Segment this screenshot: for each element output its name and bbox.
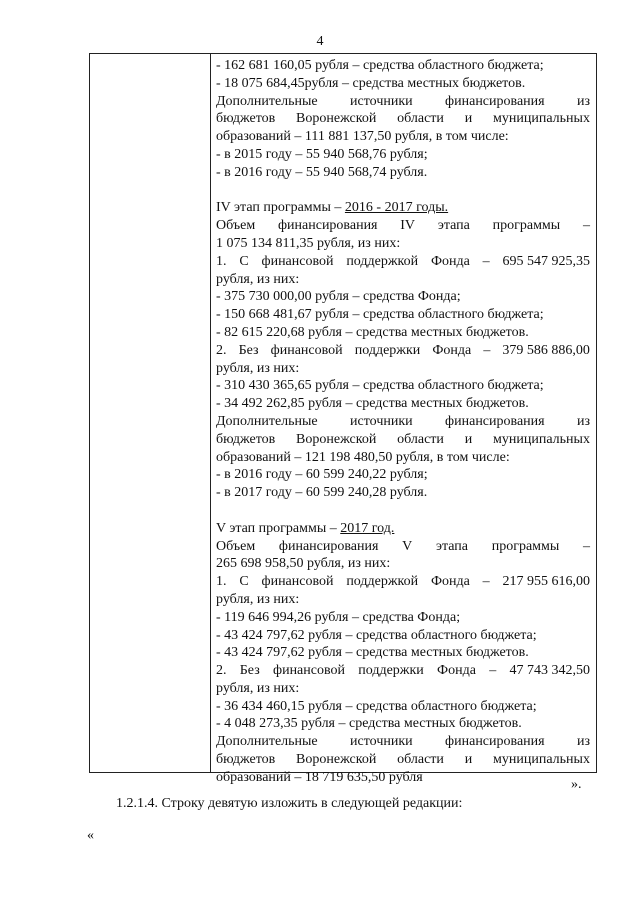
budget-line: - 162 681 160,05 рубля – средства областного бюджета;	[216, 58, 544, 73]
text-line: рубля, из них:	[216, 271, 300, 287]
closing-quote: ».	[571, 777, 582, 792]
additional-total: образований – 111 881 137,50 рубля, в том числе:	[216, 129, 509, 145]
year-line: - в 2017 году – 60 599 240,28 рубля.	[216, 485, 428, 501]
table-column-divider	[210, 53, 211, 773]
budget-line: - 36 434 460,15 рубля – средства областного бюджета;	[216, 698, 537, 714]
budget-line: - 43 424 797,62 рубля – средства местных бюджетов.	[216, 645, 529, 661]
justified-line: 2. Без финансовой поддержки Фонда – 47 743 342,50	[216, 663, 590, 679]
justified-line: Дополнительные источники финансирования из	[216, 413, 590, 429]
justified-line: бюджетов Воронежской области и муниципальных	[216, 752, 590, 768]
justified-line: 1. С финансовой поддержкой Фонда – 217 955 616,00	[216, 574, 590, 590]
budget-line: - 4 048 273,35 рубля – средства местных бюджетов.	[216, 716, 522, 732]
year-line: - в 2015 году – 55 940 568,76 рубля;	[216, 146, 428, 162]
stage-5-volume: 265 698 958,50 рубля, из них:	[216, 556, 391, 572]
justified-line: Дополнительные источники финансирования из	[216, 734, 590, 750]
instruction-paragraph: 1.2.1.4. Строку девятую изложить в следующей редакции:	[116, 796, 463, 811]
justified-line: бюджетов Воронежской области и муниципальных	[216, 111, 590, 127]
text-line: рубля, из них:	[216, 360, 300, 376]
justified-line: Дополнительные источники финансирования из	[216, 93, 590, 109]
justified-line: 2. Без финансовой поддержки Фонда – 379 586 886,00	[216, 342, 590, 358]
text-line: рубля, из них:	[216, 591, 300, 607]
justified-line: Объем финансирования V этапа программы –	[216, 538, 590, 554]
budget-line: - 82 615 220,68 рубля – средства местных бюджетов.	[216, 324, 529, 340]
table-content-cell	[216, 57, 590, 787]
text-line: рубля, из них:	[216, 680, 300, 696]
budget-line: - 310 430 365,65 рубля – средства областного бюджета;	[216, 378, 544, 394]
budget-line: - 18 075 684,45рубля – средства местных бюджетов.	[216, 75, 526, 91]
page-number: 4	[316, 34, 324, 49]
additional-total: образований – 18 719 635,50 рубля	[216, 769, 423, 785]
year-line: - в 2016 году – 55 940 568,74 рубля.	[216, 164, 428, 180]
budget-line: - 375 730 000,00 рубля – средства Фонда;	[216, 289, 461, 305]
additional-total: образований – 121 198 480,50 рубля, в том числе:	[216, 449, 510, 465]
stage-4-title: IV этап программы – 2016 - 2017 годы.	[216, 200, 449, 216]
opening-quote: «	[87, 828, 94, 843]
budget-line: - 119 646 994,26 рубля – средства Фонда;	[216, 609, 461, 625]
year-line: - в 2016 году – 60 599 240,22 рубля;	[216, 467, 428, 483]
justified-line: 1. С финансовой поддержкой Фонда – 695 547 925,35	[216, 253, 590, 269]
stage-5-title: V этап программы – 2017 год.	[216, 520, 395, 536]
budget-line: - 34 492 262,85 рубля – средства местных бюджетов.	[216, 396, 529, 412]
justified-line: Объем финансирования IV этапа программы –	[216, 218, 590, 234]
justified-line: бюджетов Воронежской области и муниципальных	[216, 431, 590, 447]
budget-line: - 150 668 481,67 рубля – средства областного бюджета;	[216, 307, 544, 323]
stage-4-volume: 1 075 134 811,35 рубля, из них:	[216, 235, 401, 251]
budget-line: - 43 424 797,62 рубля – средства областного бюджета;	[216, 627, 537, 643]
